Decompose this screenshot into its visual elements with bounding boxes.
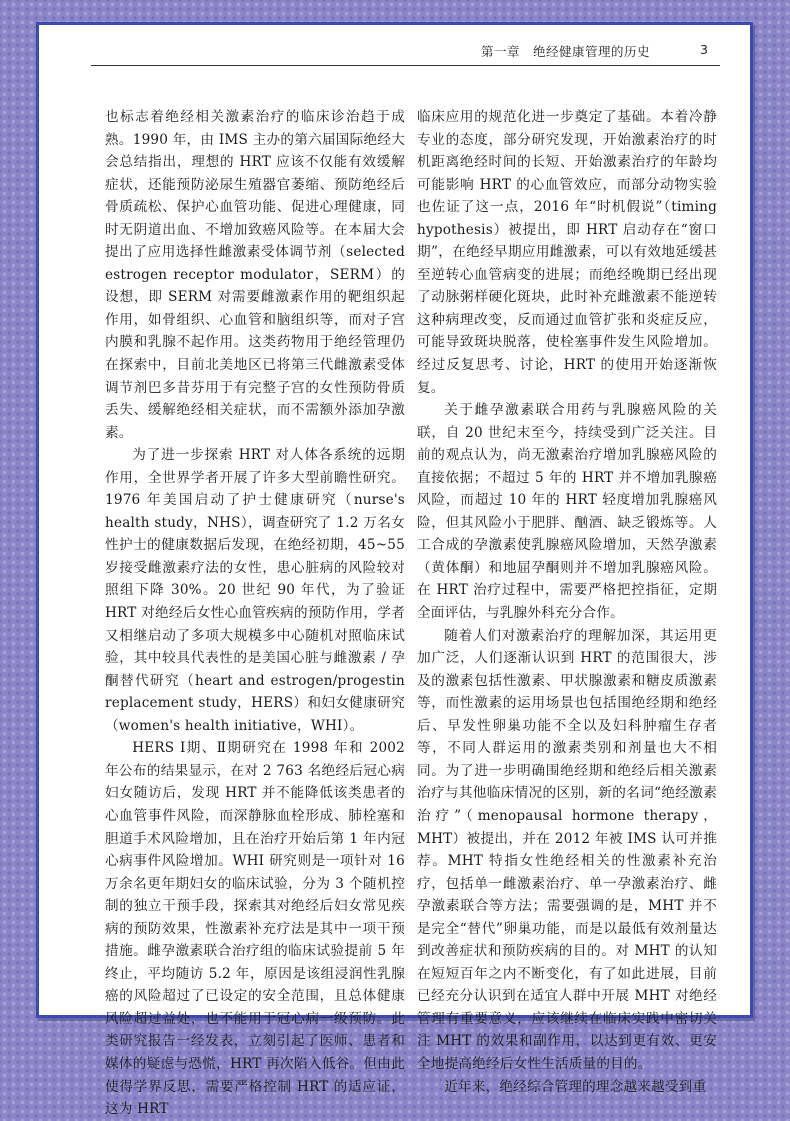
paragraph: 随着人们对激素治疗的理解加深，其运用更加广泛，人们逐渐认识到 HRT 的范围很大，涉及的激素包括性激素、甲状腺激素和糖皮质激素等，而性激素的运用场景也包括围绝经期和绝经后、早发性卵巢功能不全以及妇科肿瘤生存者等，不同人群运用的激素类别和剂量也大不相同。为了进一步明确围绝经期和绝经后相关激素治疗与其他临床情况的区别，新的名词“绝经激素治疗”（menopausal hormone therapy，MHT）被提出，并在 2012 年被 IMS 认可并推荐。MHT 特指女性绝经相关的性激素补充治疗，包括单一雌激素治疗、单一孕激素治疗、雌孕激素联合等方法；需要强调的是，MHT 并不是完全“替代”卵巢功能，而是以最低有效剂量达到改善症状和预防疾病的目的。对 MHT 的认知在短短百年之内不断变化，有了如此进展，目前已经充分认识到在适宜人群中开展 MHT 对绝经管理有重要意义，应该继续在临床实践中密切关注 MHT 的效果和副作用，以达到更有效、更安全地提高绝经后女性生活质量的目的。 (417, 627, 717, 1072)
book-page (36, 22, 753, 1118)
page-number: 3 (700, 42, 708, 57)
chapter-title: 第一章 绝经健康管理的历史 (480, 44, 650, 59)
paragraph: HERS Ⅰ期、Ⅱ期研究在 1998 年和 2002 年公布的结果显示，在对 2 763 名绝经后冠心病妇女随访后，发现 HRT 并不能降低该类患者的心血管事件风险，而深静脉血栓形成、肺栓塞和胆道手术风险增加，且在治疗开始后第 1 年内冠心病事件风险增加。WHI 研究则是一项针对 16 万余名更年期妇女的临床试验，分为 3 个随机控制的独立干预手段，探索其对绝经后妇女常见疾病的预防效果，性激素补充疗法是其中一项干预措施。雌孕激素联合治疗组的临床试验提前 5 年终止，平均随访 5.2 年，原因是该组浸润性乳腺癌的风险超过了已设定的安全范围，且总体健康风险超过益处，也不能用于冠心病一级预防。此类研究报告一经发表，立刻引起了医师、患者和媒体的疑虑与恐慌，HRT 再次陷入低谷。但由此使得学界反思，需要严格控制 HRT 的适应证，这为 HRT (105, 740, 405, 1118)
paragraph: 近年来，绝经综合管理的理念越来越受到重 (444, 1078, 707, 1095)
header-rule (91, 65, 720, 66)
paragraph: 临床应用的规范化进一步奠定了基础。本着冷静专业的态度，部分研究发现，开始激素治疗的时机距离绝经时间的长短、开始激素治疗的年龄均可能影响 HRT 的心血管效应，而部分动物实验也佐证了这一点，2016 年“时机假说”（timing hypothesis）被提出，即 HRT 启动存在“窗口期”，在绝经早期应用雌激素，可以有效地延缓甚至逆转心血管病变的进展；而绝经晚期已经出现了动脉粥样硬化斑块，此时补充雌激素不能逆转这种病理改变，反而通过血管扩张和炎症反应，可能导致斑块脱落，使栓塞事件发生风险增加。经过反复思考、讨论，HRT 的使用开始逐渐恢复。 (417, 109, 717, 396)
paragraph: 为了进一步探索 HRT 对人体各系统的远期作用，全世界学者开展了许多大型前瞻性研究。1976 年美国启动了护士健康研究（nurse's health study，NHS），调查研究了 1.2 万名女性护士的健康数据后发现，在绝经初期，45~55 岁接受雌激素疗法的女性，患心脏病的风险较对照组下降 30%。20 世纪 90 年代，为了验证 HRT 对绝经后女性心血管疾病的预防作用，学者又相继启动了多项大规模多中心随机对照临床试验，其中较具代表性的是美国心脏与雌激素 / 孕酮替代研究（heart and estrogen/progestin replacement study，HERS）和妇女健康研究（women's health initiative，WHI）。 (105, 447, 405, 734)
paragraph: 关于雌孕激素联合用药与乳腺癌风险的关联，自 20 世纪末至今，持续受到广泛关注。目前的观点认为，尚无激素治疗增加乳腺癌风险的直接依据；不超过 5 年的 HRT 并不增加乳腺癌风险，而超过 10 年的 HRT 轻度增加乳腺癌风险，但其风险小于肥胖、酗酒、缺乏锻炼等。人工合成的孕激素使乳腺癌风险增加，天然孕激素（黄体酮）和地屈孕酮则并不增加乳腺癌风险。在 HRT 治疗过程中，需要严格把控指征，定期全面评估，与乳腺外科充分合作。 (417, 402, 717, 622)
left-column (105, 106, 405, 1121)
paragraph: 也标志着绝经相关激素治疗的临床诊治趋于成熟。1990 年，由 IMS 主办的第六届国际绝经大会总结指出，理想的 HRT 应该不仅能有效缓解症状，还能预防泌尿生殖器官萎缩、预防绝经后骨质疏松、保护心血管功能、促进心理健康，同时无阴道出血、不增加致癌风险等。在本届大会提出了应用选择性雌激素受体调节剂（selected estrogen receptor modulator，SERM）的设想，即 SERM 对需要雌激素作用的靶组织起作用，如骨组织、心血管和脑组织等，而对子宫内膜和乳腺不起作用。这类药物用于绝经管理仍在探索中，目前北美地区已将第三代雌激素受体调节剂巴多昔芬用于有完整子宫的女性预防骨质丢失、缓解绝经相关症状，而不需额外添加孕激素。 (105, 109, 405, 441)
running-header (39, 39, 750, 61)
right-column (417, 106, 717, 1098)
